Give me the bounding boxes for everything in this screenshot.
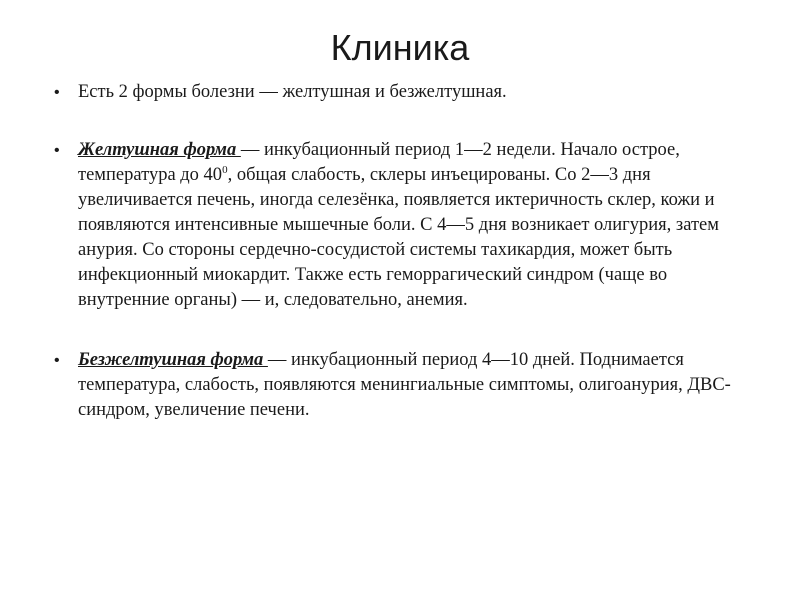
degree-superscript: 0: [222, 163, 228, 176]
slide-content: [50, 80, 760, 423]
slide-title: Клиника: [330, 27, 470, 68]
bullet-jaundice-form: [50, 138, 760, 313]
anicteric-form-text: — инкубационный период 4—10 дней. Поднимается температура, слабость, появляются менингиальные симптомы, олигоанурия, ДВС-синдром, увеличение печени.: [78, 350, 731, 420]
bullet-forms: [50, 80, 760, 105]
anicteric-form-term: Безжелтушная форма: [78, 350, 268, 370]
jaundice-form-term: Желтушная форма: [78, 140, 241, 160]
jaundice-form-text-a: — инкубационный период 1—2 недели. Начало острое, температура до 40: [78, 140, 680, 185]
jaundice-form-text-b: , общая слабость, склеры инъецированы. Со 2—3 дня увеличивается печень, иногда селезёнка, появляется иктеричность склер, кожи и появляются интенсивные мышечные боли. С 4—5 дня возникает олигурия, затем анурия. Со стороны сердечно-сосудистой системы тахикардия, может быть инфекционный миокардит. Также есть геморрагический синдром (чаще во внутренние органы) — и, следовательно, анемия.: [78, 165, 719, 310]
bullet-forms-text: Есть 2 формы болезни — желтушная и безжелтушная.: [78, 82, 507, 102]
bullet-anicteric-form: [50, 348, 760, 423]
